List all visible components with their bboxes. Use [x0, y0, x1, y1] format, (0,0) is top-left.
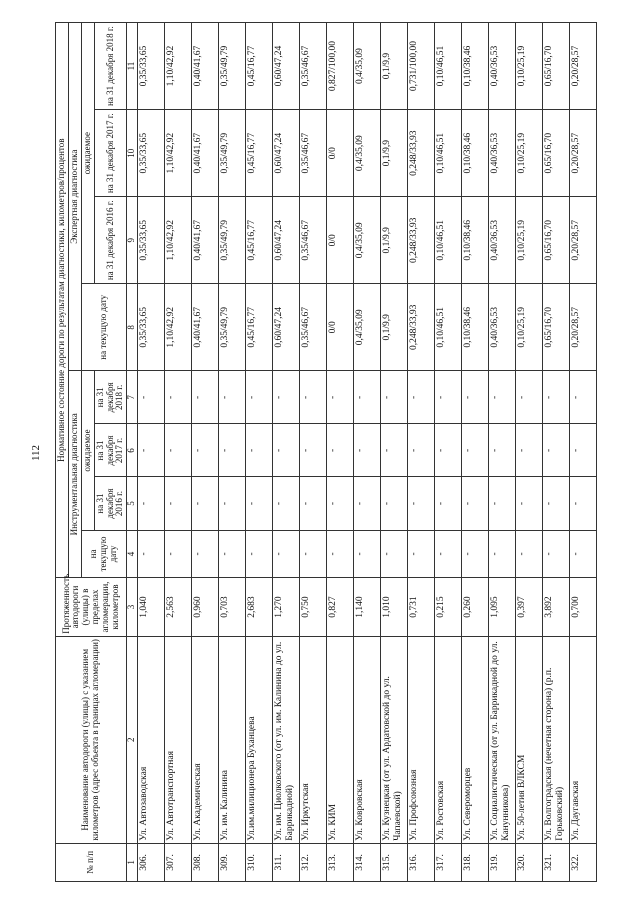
- instr-2017-cell: -: [354, 424, 381, 477]
- table-row: [435, 23, 462, 882]
- road-length-cell: 1,095: [489, 578, 516, 636]
- row-number-cell: 321.: [543, 843, 570, 881]
- instr-2017-cell: -: [273, 424, 300, 477]
- expert-2018-cell: 0,4/35,09: [354, 23, 381, 110]
- table-row: [192, 23, 219, 882]
- header-instr-2017: на 31 декабря 2017 г.: [94, 424, 127, 477]
- instr-2016-cell: -: [354, 477, 381, 530]
- expert-2018-cell: 0,45/16,77: [246, 23, 273, 110]
- row-number-cell: 310.: [246, 843, 273, 881]
- instr-2017-cell: -: [489, 424, 516, 477]
- instr-2017-cell: -: [192, 424, 219, 477]
- expert-2017-cell: 0,35/33,65: [138, 110, 165, 197]
- instr-2017-cell: -: [462, 424, 489, 477]
- table-row: [354, 23, 381, 882]
- expert-current-cell: 0/0: [327, 284, 354, 371]
- expert-2017-cell: 1,10/42,92: [165, 110, 192, 197]
- table-row: [219, 23, 246, 882]
- instr-current-cell: -: [435, 530, 462, 578]
- road-name-cell: Ул. Профсоюзная: [408, 636, 435, 843]
- expert-current-cell: 0,35/49,79: [219, 284, 246, 371]
- expert-2018-cell: 0,10/46,51: [435, 23, 462, 110]
- instr-2018-cell: -: [354, 371, 381, 424]
- expert-current-cell: 0,35/46,67: [300, 284, 327, 371]
- expert-current-cell: 0,35/33,65: [138, 284, 165, 371]
- instr-2016-cell: -: [300, 477, 327, 530]
- instr-2017-cell: -: [381, 424, 408, 477]
- header-instr-expected: ожидаемое: [81, 371, 94, 530]
- expert-2016-cell: 0,35/46,67: [300, 197, 327, 284]
- header-normative: Нормативное состояние дороги по результатам диагностики, километров/процентов: [56, 23, 69, 578]
- table-row: [381, 23, 408, 882]
- instr-current-cell: -: [300, 530, 327, 578]
- road-length-cell: 1,270: [273, 578, 300, 636]
- expert-2017-cell: 0,1/9,9: [381, 110, 408, 197]
- instr-current-cell: -: [273, 530, 300, 578]
- row-number-cell: 312.: [300, 843, 327, 881]
- table-row: [138, 23, 165, 882]
- expert-current-cell: 0,40/36,53: [489, 284, 516, 371]
- expert-2016-cell: 0/0: [327, 197, 354, 284]
- instr-current-cell: -: [327, 530, 354, 578]
- road-length-cell: 2,563: [165, 578, 192, 636]
- expert-current-cell: 0,40/41,67: [192, 284, 219, 371]
- row-number-cell: 314.: [354, 843, 381, 881]
- expert-2017-cell: 0,35/46,67: [300, 110, 327, 197]
- instr-2016-cell: -: [327, 477, 354, 530]
- header-instr-2018: на 31 декабря 2018 г.: [94, 371, 127, 424]
- road-name-cell: Ул.им.милиционера Буханцева: [246, 636, 273, 843]
- column-index-row: [127, 23, 138, 882]
- header-expert-current: на текущую дату: [81, 284, 127, 371]
- instr-2017-cell: -: [408, 424, 435, 477]
- header-instr-current: на текущую дату: [81, 530, 127, 578]
- instr-2016-cell: -: [246, 477, 273, 530]
- instr-2017-cell: -: [300, 424, 327, 477]
- expert-2018-cell: 0,40/41,67: [192, 23, 219, 110]
- instr-2017-cell: -: [219, 424, 246, 477]
- column-index: 3: [127, 578, 138, 636]
- instr-2018-cell: -: [327, 371, 354, 424]
- expert-2018-cell: 0,65/16,70: [543, 23, 570, 110]
- row-number-cell: 317.: [435, 843, 462, 881]
- table-row: [165, 23, 192, 882]
- instr-current-cell: -: [219, 530, 246, 578]
- expert-2016-cell: 0,45/16,77: [246, 197, 273, 284]
- expert-2017-cell: 0,10/38,46: [462, 110, 489, 197]
- expert-2018-cell: 0,60/47,24: [273, 23, 300, 110]
- road-length-cell: 0,700: [570, 578, 597, 636]
- instr-2018-cell: -: [381, 371, 408, 424]
- column-index: 6: [127, 424, 138, 477]
- instr-2017-cell: -: [246, 424, 273, 477]
- road-name-cell: Ул. Социалистическая (от ул. Баррикадной до ул. Канунникова): [489, 636, 516, 843]
- instr-current-cell: -: [354, 530, 381, 578]
- instr-current-cell: -: [570, 530, 597, 578]
- expert-current-cell: 0,60/47,24: [273, 284, 300, 371]
- road-length-cell: 1,010: [381, 578, 408, 636]
- road-length-cell: 0,827: [327, 578, 354, 636]
- expert-current-cell: 0,248/33,93: [408, 284, 435, 371]
- road-length-cell: 0,703: [219, 578, 246, 636]
- expert-2016-cell: 0,10/25,19: [516, 197, 543, 284]
- row-number-cell: 311.: [273, 843, 300, 881]
- row-number-cell: 308.: [192, 843, 219, 881]
- expert-2016-cell: 0,65/16,70: [543, 197, 570, 284]
- instr-2018-cell: -: [435, 371, 462, 424]
- instr-2016-cell: -: [219, 477, 246, 530]
- instr-2016-cell: -: [570, 477, 597, 530]
- road-name-cell: Ул. Иркутская: [300, 636, 327, 843]
- column-index: 2: [127, 636, 138, 843]
- instr-2016-cell: -: [408, 477, 435, 530]
- expert-2018-cell: 0,1/9,9: [381, 23, 408, 110]
- instr-2016-cell: -: [381, 477, 408, 530]
- header-length: Протяженность автодороги (улицы) в пределах агломерации, километров: [56, 578, 127, 636]
- road-name-cell: Ул. Ростовская: [435, 636, 462, 843]
- road-length-cell: 0,750: [300, 578, 327, 636]
- expert-current-cell: 1,10/42,92: [165, 284, 192, 371]
- expert-2017-cell: 0,40/36,53: [489, 110, 516, 197]
- instr-current-cell: -: [381, 530, 408, 578]
- expert-2016-cell: 0,10/38,46: [462, 197, 489, 284]
- page-number: 112: [30, 444, 42, 462]
- road-name-cell: Ул. 50-летия ВЛКСМ: [516, 636, 543, 843]
- expert-current-cell: 0,20/28,57: [570, 284, 597, 371]
- road-name-cell: Ул. Академическая: [192, 636, 219, 843]
- expert-2016-cell: 1,10/42,92: [165, 197, 192, 284]
- column-index: 5: [127, 477, 138, 530]
- expert-2017-cell: 0/0: [327, 110, 354, 197]
- instr-2018-cell: -: [219, 371, 246, 424]
- instr-2018-cell: -: [192, 371, 219, 424]
- road-name-cell: Ул. Волгоградская (нечетная сторона) (р.п. Горьковский): [543, 636, 570, 843]
- road-length-cell: 0,960: [192, 578, 219, 636]
- instr-2018-cell: -: [165, 371, 192, 424]
- row-number-cell: 318.: [462, 843, 489, 881]
- instr-2016-cell: -: [165, 477, 192, 530]
- expert-2016-cell: 0,35/33,65: [138, 197, 165, 284]
- row-number-cell: 307.: [165, 843, 192, 881]
- header-instrumental: Инструментальная диагностика: [68, 371, 81, 578]
- instr-2018-cell: -: [246, 371, 273, 424]
- header-expert-expected: ожидаемое: [81, 23, 94, 284]
- road-length-cell: 0,215: [435, 578, 462, 636]
- instr-2016-cell: -: [516, 477, 543, 530]
- expert-2018-cell: 0,827/100,00: [327, 23, 354, 110]
- expert-2018-cell: 0,10/25,19: [516, 23, 543, 110]
- instr-2018-cell: -: [543, 371, 570, 424]
- row-number-cell: 322.: [570, 843, 597, 881]
- column-index: 9: [127, 197, 138, 284]
- expert-current-cell: 0,45/16,77: [246, 284, 273, 371]
- table-row: [489, 23, 516, 882]
- instr-2018-cell: -: [273, 371, 300, 424]
- road-length-cell: 2,683: [246, 578, 273, 636]
- instr-2016-cell: -: [192, 477, 219, 530]
- expert-2017-cell: 0,248/33,93: [408, 110, 435, 197]
- instr-2016-cell: -: [138, 477, 165, 530]
- instr-2018-cell: -: [462, 371, 489, 424]
- expert-2018-cell: 0,20/28,57: [570, 23, 597, 110]
- road-name-cell: Ул. Ковровская: [354, 636, 381, 843]
- table-row: [327, 23, 354, 882]
- table-body: [138, 23, 597, 882]
- expert-2016-cell: 0,40/41,67: [192, 197, 219, 284]
- header-expert: Экспертная диагностика: [68, 23, 81, 371]
- expert-current-cell: 0,4/35,09: [354, 284, 381, 371]
- expert-2016-cell: 0,35/49,79: [219, 197, 246, 284]
- row-number-cell: 315.: [381, 843, 408, 881]
- header-expert-2017: на 31 декабря 2017 г.: [94, 110, 127, 197]
- instr-current-cell: -: [246, 530, 273, 578]
- road-length-cell: 3,892: [543, 578, 570, 636]
- expert-current-cell: 0,10/25,19: [516, 284, 543, 371]
- row-number-cell: 316.: [408, 843, 435, 881]
- instr-current-cell: -: [543, 530, 570, 578]
- instr-2018-cell: -: [138, 371, 165, 424]
- column-index: 8: [127, 284, 138, 371]
- instr-2018-cell: -: [489, 371, 516, 424]
- expert-2017-cell: 0,40/41,67: [192, 110, 219, 197]
- road-name-cell: Ул. им. Калинина: [219, 636, 246, 843]
- table-row: [462, 23, 489, 882]
- table-row: [408, 23, 435, 882]
- column-index: 10: [127, 110, 138, 197]
- expert-2018-cell: 0,35/49,79: [219, 23, 246, 110]
- road-length-cell: 1,040: [138, 578, 165, 636]
- instr-2016-cell: -: [273, 477, 300, 530]
- road-length-cell: 0,260: [462, 578, 489, 636]
- expert-2016-cell: 0,20/28,57: [570, 197, 597, 284]
- expert-current-cell: 0,65/16,70: [543, 284, 570, 371]
- instr-current-cell: -: [462, 530, 489, 578]
- instr-2017-cell: -: [165, 424, 192, 477]
- instr-2018-cell: -: [570, 371, 597, 424]
- rotated-page: [55, 22, 635, 882]
- expert-2017-cell: 0,10/25,19: [516, 110, 543, 197]
- instr-current-cell: -: [489, 530, 516, 578]
- road-name-cell: Ул. КИМ: [327, 636, 354, 843]
- header-name: Наименование автодороги (улицы) с указанием километров (адрес объекта в границах агломерации): [56, 636, 127, 843]
- column-index: 1: [127, 843, 138, 881]
- column-index: 7: [127, 371, 138, 424]
- instr-2018-cell: -: [408, 371, 435, 424]
- road-name-cell: Ул. Автотранспортная: [165, 636, 192, 843]
- expert-2016-cell: 0,60/47,24: [273, 197, 300, 284]
- expert-2016-cell: 0,4/35,09: [354, 197, 381, 284]
- row-number-cell: 306.: [138, 843, 165, 881]
- table-row: [273, 23, 300, 882]
- column-index: 4: [127, 530, 138, 578]
- header-instr-2016: на 31 декабря 2016 г.: [94, 477, 127, 530]
- expert-2018-cell: 0,10/38,46: [462, 23, 489, 110]
- instr-2018-cell: -: [300, 371, 327, 424]
- expert-2017-cell: 0,4/35,09: [354, 110, 381, 197]
- table-row: [543, 23, 570, 882]
- expert-2017-cell: 0,20/28,57: [570, 110, 597, 197]
- expert-current-cell: 0,1/9,9: [381, 284, 408, 371]
- expert-2016-cell: 0,1/9,9: [381, 197, 408, 284]
- road-length-cell: 0,397: [516, 578, 543, 636]
- road-name-cell: Ул. Автозаводская: [138, 636, 165, 843]
- instr-2017-cell: -: [327, 424, 354, 477]
- instr-2016-cell: -: [543, 477, 570, 530]
- instr-2018-cell: -: [516, 371, 543, 424]
- row-number-cell: 313.: [327, 843, 354, 881]
- road-length-cell: 1,140: [354, 578, 381, 636]
- expert-2017-cell: 0,45/16,77: [246, 110, 273, 197]
- row-number-cell: 319.: [489, 843, 516, 881]
- instr-2017-cell: -: [570, 424, 597, 477]
- expert-2018-cell: 0,731/100,00: [408, 23, 435, 110]
- instr-current-cell: -: [192, 530, 219, 578]
- table-row: [300, 23, 327, 882]
- expert-2016-cell: 0,10/46,51: [435, 197, 462, 284]
- road-name-cell: Ул. Даугавская: [570, 636, 597, 843]
- expert-2017-cell: 0,35/49,79: [219, 110, 246, 197]
- table-row: [570, 23, 597, 882]
- expert-2018-cell: 0,40/36,53: [489, 23, 516, 110]
- instr-2017-cell: -: [543, 424, 570, 477]
- expert-2016-cell: 0,248/33,93: [408, 197, 435, 284]
- header-no: № п/п: [56, 843, 127, 881]
- instr-2017-cell: -: [516, 424, 543, 477]
- road-name-cell: Ул. им. Циолковского (от ул. им. Калинина до ул. Баррикадной): [273, 636, 300, 843]
- header-expert-2018: на 31 декабря 2018 г.: [94, 23, 127, 110]
- instr-2016-cell: -: [462, 477, 489, 530]
- table-row: [516, 23, 543, 882]
- expert-current-cell: 0,10/38,46: [462, 284, 489, 371]
- instr-current-cell: -: [516, 530, 543, 578]
- expert-2018-cell: 0,35/33,65: [138, 23, 165, 110]
- expert-2017-cell: 0,60/47,24: [273, 110, 300, 197]
- row-number-cell: 320.: [516, 843, 543, 881]
- instr-current-cell: -: [165, 530, 192, 578]
- expert-current-cell: 0,10/46,51: [435, 284, 462, 371]
- expert-2018-cell: 0,35/46,67: [300, 23, 327, 110]
- instr-2017-cell: -: [435, 424, 462, 477]
- instr-2016-cell: -: [435, 477, 462, 530]
- header-expert-2016: на 31 декабря 2016 г.: [94, 197, 127, 284]
- instr-2016-cell: -: [489, 477, 516, 530]
- instr-current-cell: -: [408, 530, 435, 578]
- road-name-cell: Ул. Североморцев: [462, 636, 489, 843]
- expert-2017-cell: 0,65/16,70: [543, 110, 570, 197]
- road-length-cell: 0,731: [408, 578, 435, 636]
- expert-2018-cell: 1,10/42,92: [165, 23, 192, 110]
- diagnostics-table: [55, 22, 597, 882]
- instr-current-cell: -: [138, 530, 165, 578]
- column-index: 11: [127, 23, 138, 110]
- instr-2017-cell: -: [138, 424, 165, 477]
- expert-2016-cell: 0,40/36,53: [489, 197, 516, 284]
- row-number-cell: 309.: [219, 843, 246, 881]
- road-name-cell: Ул. Кузнецкая (от ул. Ардатовской до ул. Чапаевской): [381, 636, 408, 843]
- table-row: [246, 23, 273, 882]
- expert-2017-cell: 0,10/46,51: [435, 110, 462, 197]
